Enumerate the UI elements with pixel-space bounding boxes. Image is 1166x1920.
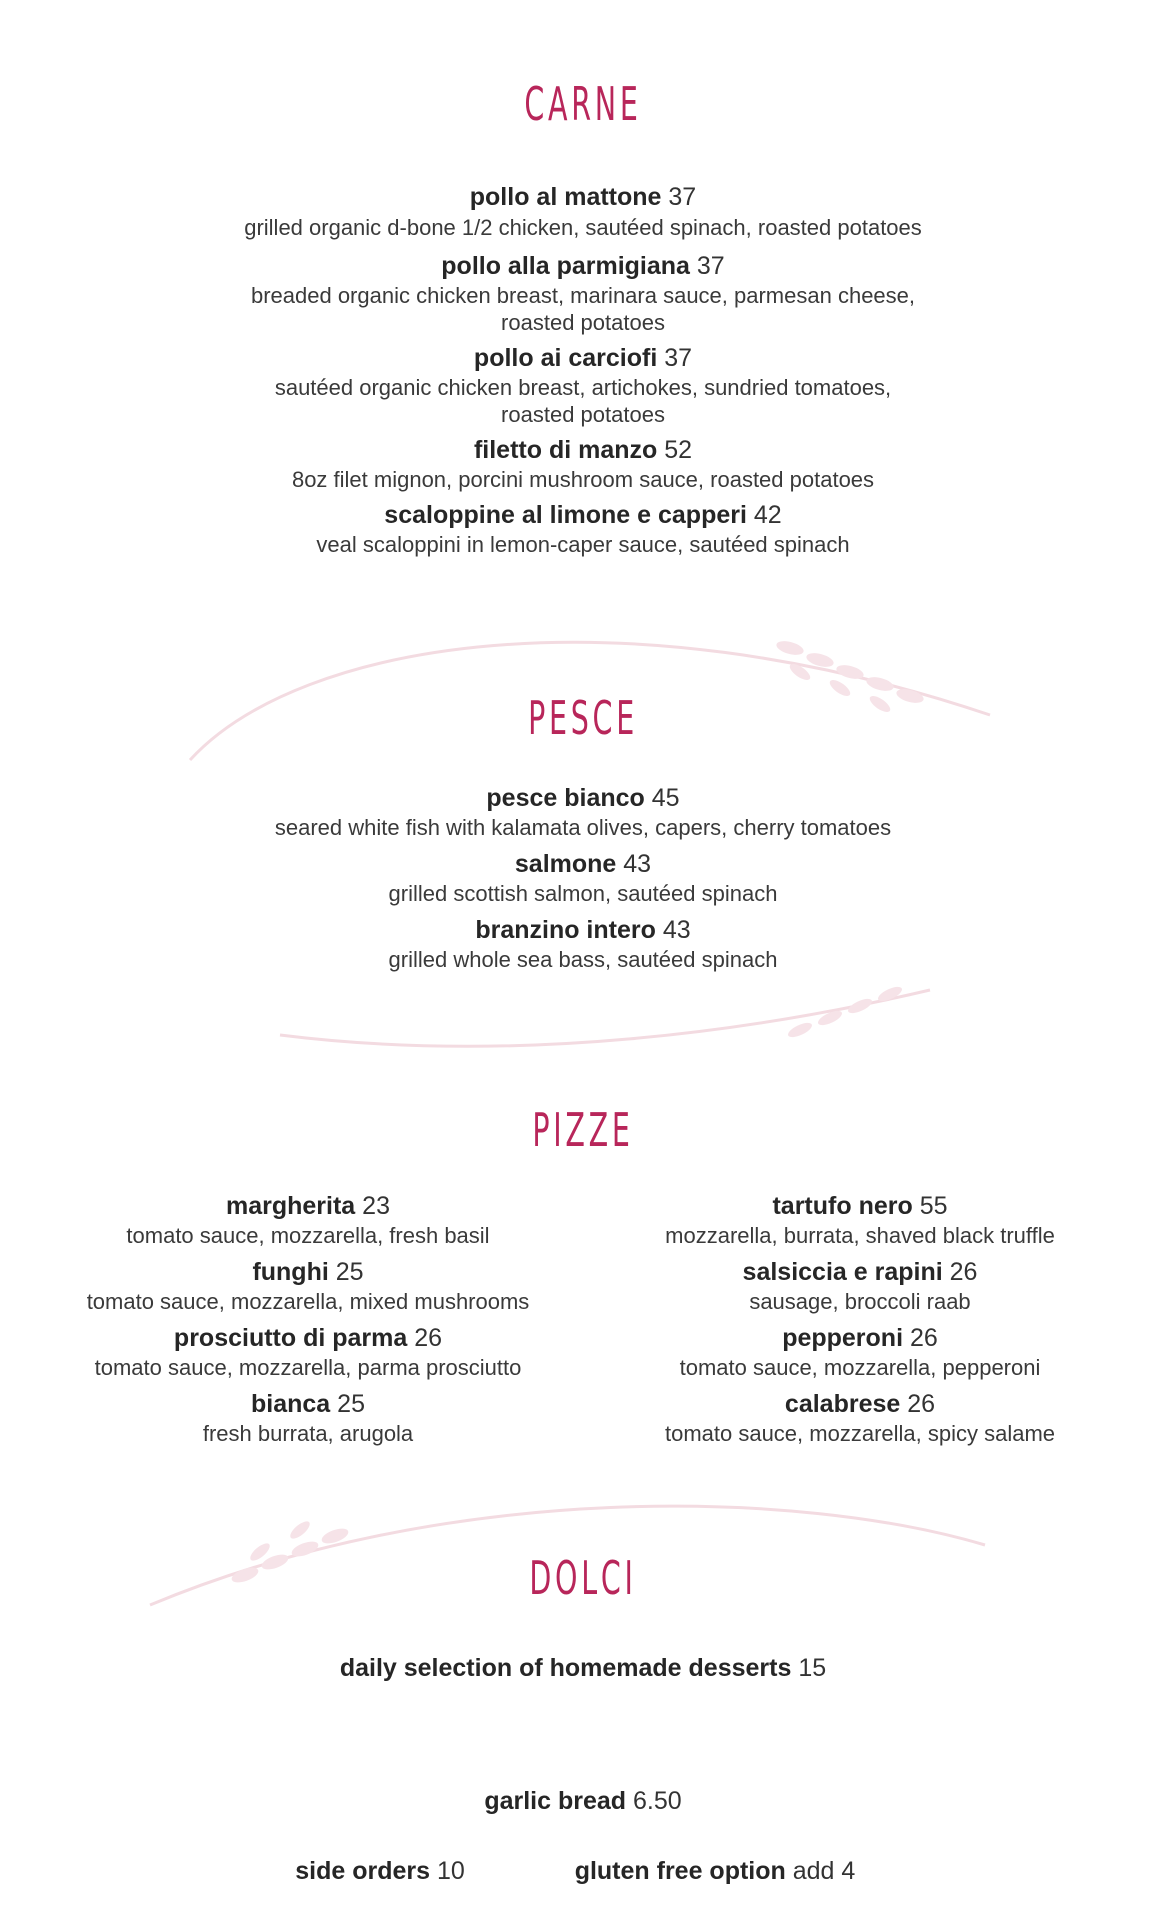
section-title-carne: CARNE [524, 77, 642, 131]
item-price: 26 [949, 1258, 978, 1286]
item-description: grilled scottish salmon, sautéed spinach [388, 881, 778, 906]
item-description: grilled organic d-bone 1/2 chicken, sautéed spinach, roasted potatoes [244, 215, 922, 240]
item-name: pollo al mattone [469, 183, 662, 211]
item-name: funghi [252, 1258, 329, 1286]
menu-item [28, 1322, 588, 1381]
item-price: 15 [798, 1654, 827, 1682]
item-name: prosciutto di parma [173, 1324, 408, 1352]
pesce-list [0, 782, 1166, 973]
item-name: scaloppine al limone e capperi [384, 501, 747, 529]
item-name: salmone [514, 850, 617, 878]
item-description: grilled whole sea bass, sautéed spinach [388, 947, 778, 972]
item-price: 43 [662, 916, 691, 944]
item-price: 6.50 [633, 1787, 682, 1815]
item-price: 23 [362, 1192, 390, 1220]
item-price: 25 [337, 1390, 365, 1418]
menu-item [0, 250, 1166, 336]
item-description: sautéed organic chicken breast, artichokes, sundried tomatoes, [274, 375, 892, 400]
item-description: tomato sauce, mozzarella, pepperoni [679, 1355, 1041, 1380]
item-name: calabrese [784, 1390, 901, 1418]
carne-list [0, 181, 1166, 558]
menu-item [0, 181, 1166, 241]
item-name: pollo ai carciofi [473, 344, 658, 372]
menu-item [580, 1190, 1140, 1249]
gluten-free-item [555, 1855, 875, 1887]
item-description: roasted potatoes [501, 310, 665, 335]
garlic-bread-item [0, 1785, 1166, 1817]
menu-item [0, 1652, 1166, 1684]
item-name: side orders [295, 1857, 430, 1885]
pizze-right-column [580, 1190, 1140, 1447]
menu-item [28, 1190, 588, 1249]
menu-item [0, 782, 1166, 841]
menu-item [580, 1388, 1140, 1447]
menu-item [0, 914, 1166, 973]
item-name: tartufo nero [772, 1192, 913, 1220]
section-title-pizze: PIZZE [532, 1103, 634, 1157]
item-name: pollo alla parmigiana [441, 252, 690, 280]
item-name: bianca [251, 1390, 331, 1418]
item-price: 26 [414, 1324, 443, 1352]
item-price: 43 [623, 850, 652, 878]
item-description: roasted potatoes [501, 402, 665, 427]
item-price: 25 [335, 1258, 364, 1286]
item-name: branzino intero [475, 916, 656, 944]
item-name: margherita [226, 1192, 356, 1220]
item-description: sausage, broccoli raab [749, 1289, 971, 1314]
item-price: 26 [909, 1324, 938, 1352]
item-name: filetto di manzo [473, 436, 658, 464]
menu-item [580, 1256, 1140, 1315]
menu-item [0, 342, 1166, 428]
item-price: 37 [668, 183, 697, 211]
item-description: tomato sauce, mozzarella, parma prosciutto [94, 1355, 522, 1380]
menu-item [28, 1256, 588, 1315]
item-description: seared white fish with kalamata olives, capers, cherry tomatoes [274, 815, 892, 840]
pizze-left-column [28, 1190, 588, 1447]
item-name: daily selection of homemade desserts [339, 1654, 792, 1682]
item-description: veal scaloppini in lemon-caper sauce, sautéed spinach [316, 532, 850, 557]
item-description: tomato sauce, mozzarella, fresh basil [126, 1223, 490, 1248]
item-description: breaded organic chicken breast, marinara sauce, parmesan cheese, [250, 283, 916, 308]
item-name: pesce bianco [486, 784, 645, 812]
menu-item [0, 499, 1166, 558]
item-price: 55 [919, 1192, 948, 1220]
menu-item [0, 434, 1166, 493]
item-description: mozzarella, burrata, shaved black truffle [665, 1223, 1055, 1248]
item-price: 26 [907, 1390, 936, 1418]
section-title-dolci: DOLCI [529, 1551, 637, 1605]
menu-item [580, 1322, 1140, 1381]
section-title-pesce: PESCE [528, 691, 638, 745]
item-name: garlic bread [484, 1787, 627, 1815]
item-price: 37 [696, 252, 725, 280]
item-price: 37 [664, 344, 693, 372]
item-price: 52 [664, 436, 693, 464]
item-name: salsiccia e rapini [742, 1258, 943, 1286]
item-price: 10 [436, 1857, 465, 1885]
item-price: 45 [651, 784, 680, 812]
item-description: 8oz filet mignon, porcini mushroom sauce, roasted potatoes [291, 467, 875, 492]
side-orders-item [240, 1855, 520, 1887]
item-name: pepperoni [782, 1324, 904, 1352]
item-description: tomato sauce, mozzarella, spicy salame [664, 1421, 1056, 1446]
item-price: 42 [753, 501, 782, 529]
item-description: fresh burrata, arugola [202, 1421, 414, 1446]
item-description: tomato sauce, mozzarella, mixed mushrooms [86, 1289, 530, 1314]
item-price: add 4 [792, 1857, 856, 1885]
menu-item [28, 1388, 588, 1447]
item-name: gluten free option [574, 1857, 786, 1885]
menu-item [0, 848, 1166, 907]
